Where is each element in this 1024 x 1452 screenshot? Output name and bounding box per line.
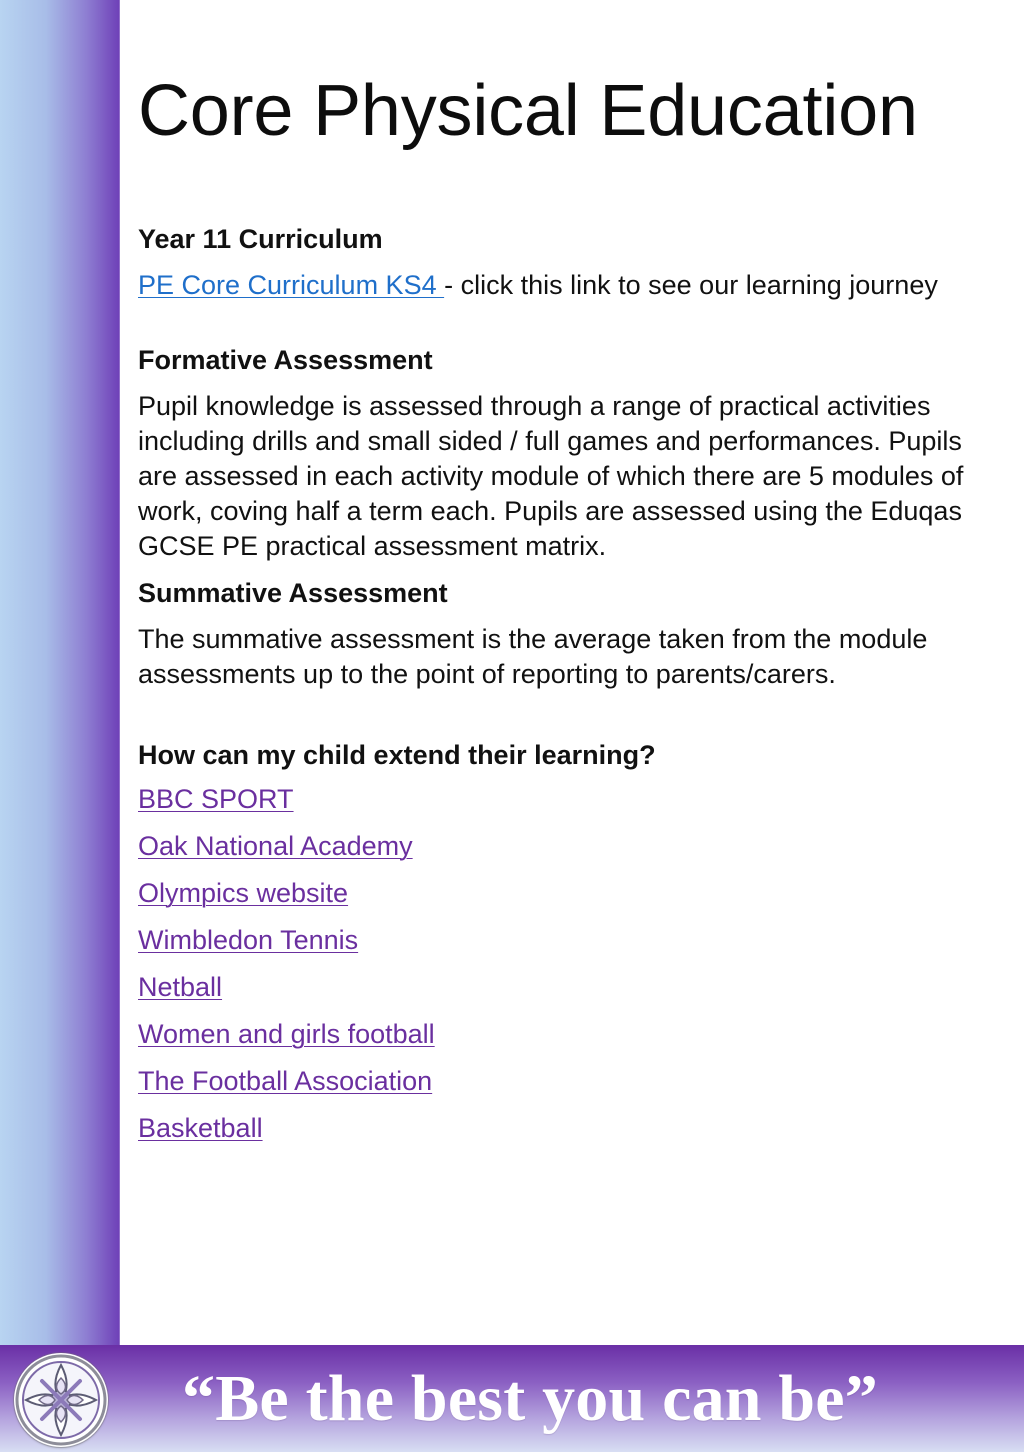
olympics-website-link[interactable]: Olympics website xyxy=(138,878,349,908)
formative-assessment-heading: Formative Assessment xyxy=(138,345,433,375)
wimbledon-tennis-link[interactable]: Wimbledon Tennis xyxy=(138,925,359,955)
year-11-heading: Year 11 Curriculum xyxy=(138,224,383,254)
summative-assessment-heading: Summative Assessment xyxy=(138,578,448,608)
section-spacing xyxy=(138,303,998,343)
main-content xyxy=(138,70,998,1146)
pe-core-curriculum-link[interactable]: PE Core Curriculum KS4 xyxy=(138,270,445,300)
section-spacing xyxy=(138,692,998,738)
extend-learning-heading: How can my child extend their learning? xyxy=(138,740,656,770)
bbc-sport-link[interactable]: BBC SPORT xyxy=(138,784,294,814)
page-title: Core Physical Education xyxy=(138,71,918,151)
heading-spacing xyxy=(138,377,998,389)
football-association-link[interactable]: The Football Association xyxy=(138,1066,433,1096)
formative-assessment-text: Pupil knowledge is assessed through a range of practical activities including drills and small sided / full games and performances. Pupils are assessed in each activity module of which there are 5 modules of work, coving half a term each. Pupils are assessed using the Eduqas GCSE PE practical assessment matrix. xyxy=(138,391,964,561)
heading-spacing xyxy=(138,610,998,622)
footer-motto: “Be the best you can be” xyxy=(182,1362,878,1435)
school-crest-icon xyxy=(14,1353,108,1447)
women-and-girls-football-link[interactable]: Women and girls football xyxy=(138,1019,435,1049)
heading-spacing xyxy=(138,256,998,268)
oak-national-academy-link[interactable]: Oak National Academy xyxy=(138,831,413,861)
left-gradient-sidebar xyxy=(0,0,120,1345)
title-spacing xyxy=(138,152,998,222)
section-spacing xyxy=(138,564,998,576)
netball-link[interactable]: Netball xyxy=(138,972,223,1002)
year-11-link-suffix: - click this link to see our learning journey xyxy=(444,270,938,300)
extend-learning-links xyxy=(138,782,998,1146)
basketball-link[interactable]: Basketball xyxy=(138,1113,263,1143)
summative-assessment-text: The summative assessment is the average taken from the module assessments up to the point of reporting to parents/carers. xyxy=(138,624,928,689)
year-11-link-paragraph xyxy=(138,268,998,303)
